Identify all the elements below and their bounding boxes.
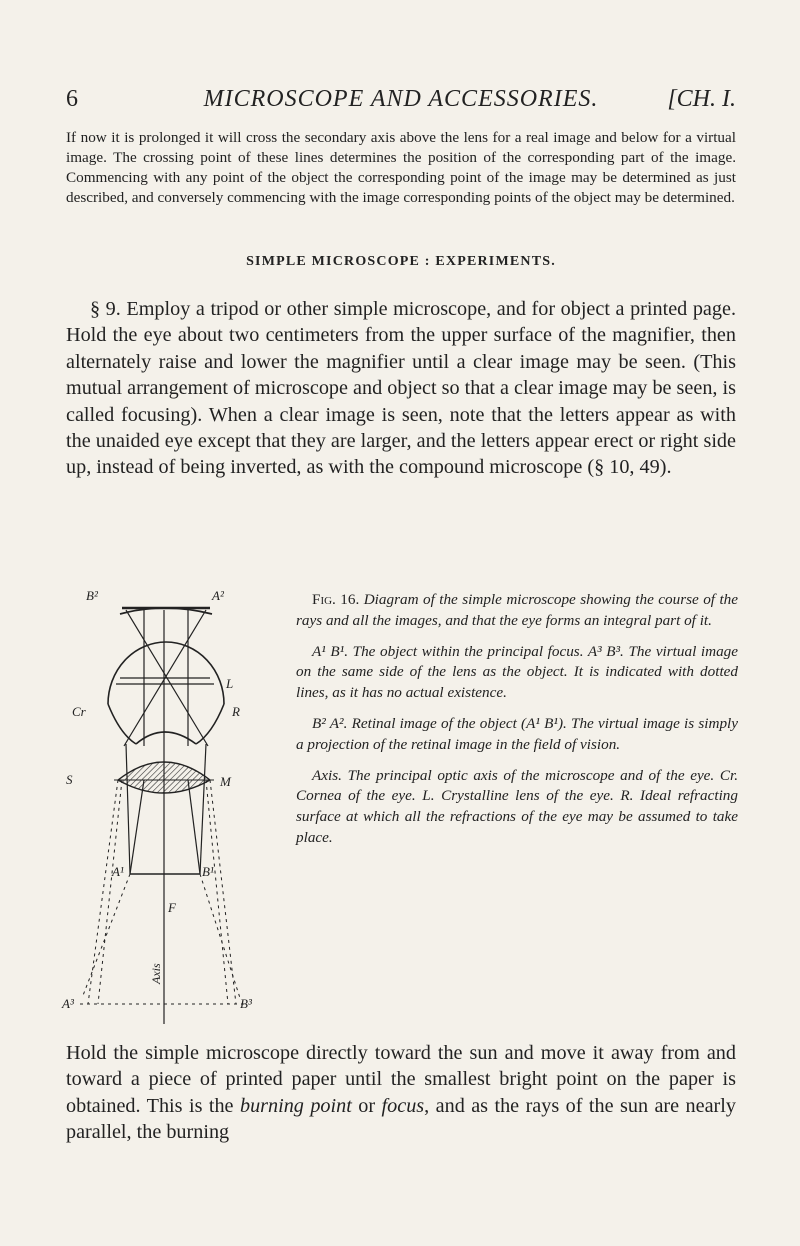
label-f: F <box>168 900 176 915</box>
caption-retinal <box>296 714 738 756</box>
virtual-image-rays <box>80 780 246 1004</box>
caption-object <box>296 642 738 704</box>
simple-microscope-diagram <box>60 584 260 1024</box>
label-r: R <box>232 704 240 719</box>
label-b3: B³ <box>240 996 252 1011</box>
section-9-paragraph: § 9. Employ a tripod or other simple microscope, and for object a printed page. Hold the eye about two centimeters from the upper surface of the magnifier, then alternately raise and lower the magnifier until a clear image may be seen. (This mutual arrangement of microscope and object so that a clear image may be seen, is called focusing). When a clear image is seen, note that the letters appear as with the unaided eye except that they are larger, and the letters appear erect or right side up, instead of being inverted, as with the compound microscope (§ 10, 49). <box>66 298 736 479</box>
label-a3: A³ <box>62 996 74 1011</box>
running-title: MICROSCOPE AND ACCESSORIES. <box>203 86 599 112</box>
section-heading: SIMPLE MICROSCOPE : EXPERIMENTS. <box>246 254 556 269</box>
caption-axis-text: The principal optic axis of the microscope and of the eye. Cr. Cornea of the eye. L. Crystalline lens of the eye. R. Ideal refracting surface at which all the refractions of the eye may be assumed to take place. <box>296 766 739 846</box>
label-m: M <box>220 774 231 789</box>
closing-text-1: Hold the simple microscope directly toward the sun and move it away from and toward a piece of printed paper until the smallest bright point on the paper is obtained. This is the <box>66 1042 736 1117</box>
label-cr: Cr <box>72 704 86 719</box>
caption-axis <box>296 766 738 849</box>
caption-virtual-text: The virtual image on the same side of the lens as the object. It is indicated with dotted lines, as it has no actual existence. <box>296 642 739 702</box>
caption-fig-label: Fig. 16. <box>312 591 360 608</box>
caption-axis-symbol: Axis. <box>312 766 342 784</box>
label-b1: B¹ <box>202 864 214 879</box>
label-axis: Axis <box>149 963 163 984</box>
page-number: 6 <box>66 86 78 112</box>
intro-paragraph: If now it is prolonged it will cross the secondary axis above the lens for a real image and below for a virtual image. The crossing point of these lines determines the position of the corresponding part of the image. Commencing with any point of the object the corresponding point of the image may be determined as just described, and conversely commencing with the image corresponding points of the object may be determined. <box>66 129 736 206</box>
closing-paragraph <box>66 1040 736 1146</box>
caption-object-text: The object within the principal focus. <box>352 642 584 660</box>
label-a2: A² <box>212 588 224 603</box>
ray-lines <box>116 610 214 1024</box>
cornea <box>136 732 196 744</box>
closing-em-burning-point: burning point <box>239 1094 352 1117</box>
caption-retinal-symbol: B² A². <box>312 714 348 732</box>
running-head <box>66 86 736 116</box>
closing-text-3: , and as the rays of the sun are nearly parallel, the burning <box>66 1094 736 1144</box>
caption-virtual-symbol: A³ B³. <box>587 642 624 660</box>
chapter-marker: [CH. I. <box>667 86 736 112</box>
closing-text-2: or <box>351 1094 382 1117</box>
closing-em-focus: focus <box>381 1094 425 1117</box>
figure-caption <box>296 590 738 859</box>
label-l: L <box>226 676 234 691</box>
magnifier-lens <box>114 762 214 793</box>
caption-object-symbol: A¹ B¹. <box>312 642 349 660</box>
figure-16-diagram <box>60 584 260 1024</box>
caption-title <box>296 590 738 632</box>
caption-retinal-text: Retinal image of the object (A¹ B¹). The virtual image is simply a projection of the retinal image in the field of vision. <box>296 714 738 753</box>
label-b2: B² <box>86 588 98 603</box>
label-s: S <box>66 772 73 787</box>
caption-fig-title: Diagram of the simple microscope showing the course of the rays and all the images, and that the eye forms an integral part of it. <box>296 591 738 629</box>
label-a1: A¹ <box>112 864 124 879</box>
